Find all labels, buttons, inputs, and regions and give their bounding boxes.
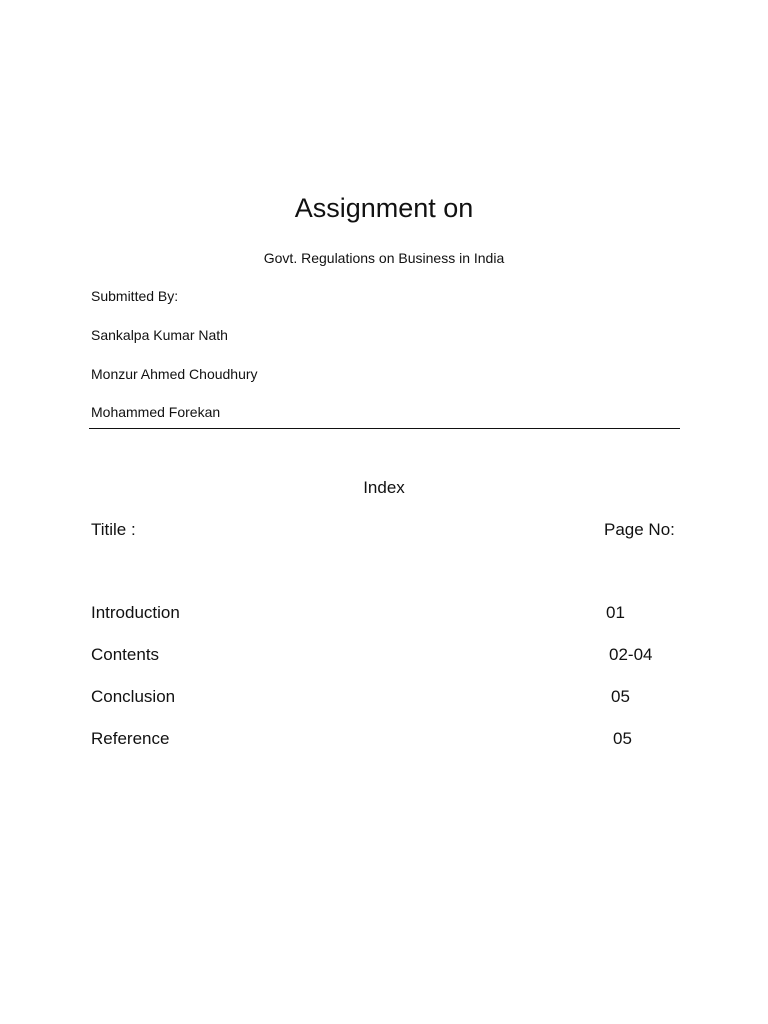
index-column-page: Page No:: [604, 520, 675, 539]
index-entry-title: Contents: [91, 645, 160, 664]
author-name: Mohammed Forekan: [91, 404, 221, 420]
horizontal-divider: [89, 428, 680, 429]
index-entry-page: 05: [611, 687, 630, 706]
index-entry-title: Conclusion: [91, 687, 176, 706]
author-name: Sankalpa Kumar Nath: [91, 327, 228, 343]
author-name: Monzur Ahmed Choudhury: [91, 366, 258, 382]
document-subtitle: Govt. Regulations on Business in India: [263, 250, 505, 266]
index-entry-page: 02-04: [609, 645, 653, 664]
submitted-by-label: Submitted By:: [91, 288, 179, 304]
index-column-title: Titile :: [91, 520, 136, 539]
index-entry-page: 01: [606, 603, 625, 622]
document-title: Assignment on: [294, 193, 474, 223]
index-entry-title: Introduction: [91, 603, 180, 622]
index-heading: Index: [363, 478, 405, 497]
index-entry-page: 05: [613, 729, 632, 748]
index-entry-title: Reference: [91, 729, 170, 748]
